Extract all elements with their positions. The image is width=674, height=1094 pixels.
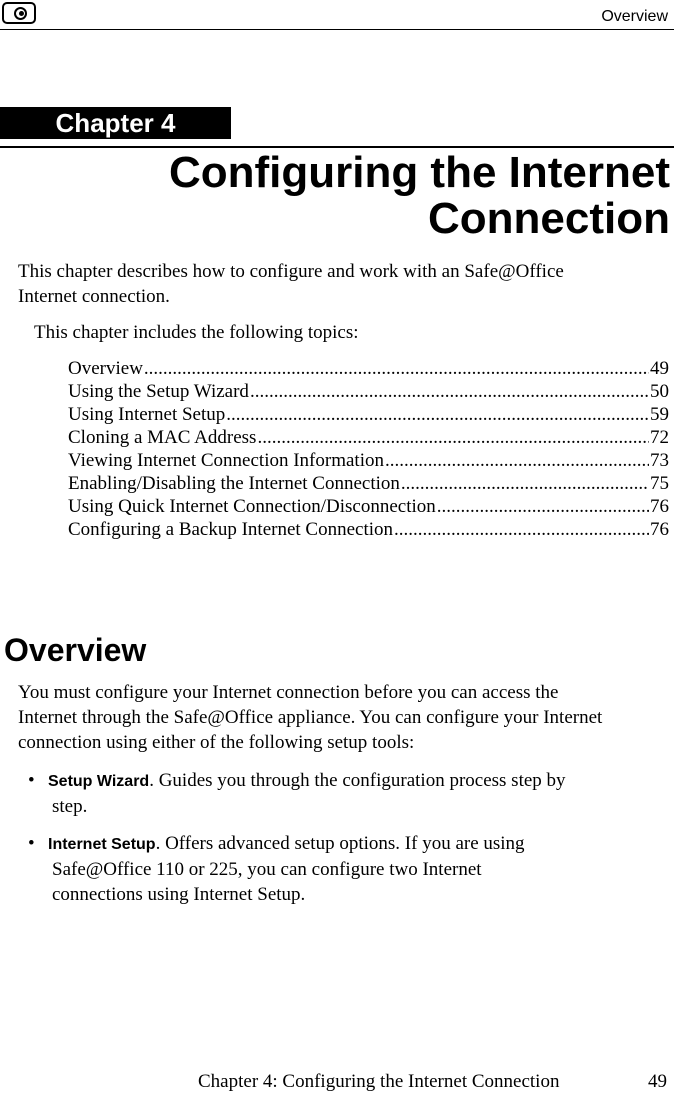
intro-line: This chapter describes how to configure and work with an Safe@Office — [18, 261, 564, 282]
toc-leader — [250, 380, 649, 403]
toc-entry[interactable] — [68, 357, 669, 380]
intro-line: Internet connection. — [18, 286, 170, 307]
safe-office-logo-icon — [2, 2, 36, 24]
toc-entry[interactable] — [68, 380, 669, 403]
toc-entry-title: Cloning a MAC Address — [68, 427, 257, 448]
bullet-term: Internet Setup — [48, 836, 156, 853]
toc-entry-page: 59 — [650, 404, 669, 425]
toc-leader — [394, 518, 649, 541]
intro-paragraph — [18, 259, 658, 309]
bullet-icon: • — [28, 770, 35, 791]
bullet-text: . Guides you through the configuration process step by — [149, 770, 566, 791]
bullet-text: . Offers advanced setup options. If you are using — [155, 833, 525, 854]
page-number: 49 — [648, 1071, 667, 1092]
toc-leader — [144, 357, 649, 380]
running-header-title: Overview — [601, 8, 668, 25]
toc-entry-title: Using the Setup Wizard — [68, 381, 249, 402]
bullet-text: Safe@Office 110 or 225, you can configure two Internet — [52, 859, 482, 880]
toc-entry-page: 76 — [650, 496, 669, 517]
toc-entry-title: Viewing Internet Connection Information — [68, 450, 384, 471]
toc-entry[interactable] — [68, 495, 669, 518]
topics-list — [68, 357, 669, 541]
topics-intro: This chapter includes the following topics: — [34, 322, 359, 343]
bullet-term: Setup Wizard — [48, 773, 150, 790]
bullet-icon: • — [28, 833, 35, 854]
toc-entry[interactable] — [68, 449, 669, 472]
bullet-text: connections using Internet Setup. — [52, 884, 306, 905]
overview-line: You must configure your Internet connection before you can access the — [18, 682, 559, 703]
toc-entry-title: Configuring a Backup Internet Connection — [68, 519, 394, 540]
chapter-label: Chapter 4 — [0, 107, 231, 139]
overview-line: connection using either of the following setup tools: — [18, 732, 415, 753]
toc-entry[interactable] — [68, 472, 669, 495]
toc-entry[interactable] — [68, 518, 669, 541]
header-divider — [0, 29, 674, 30]
toc-entry[interactable] — [68, 403, 669, 426]
bullet-text: step. — [52, 796, 88, 817]
toc-leader — [257, 426, 649, 449]
toc-entry-page: 73 — [650, 450, 669, 471]
toc-entry-title: Using Internet Setup — [68, 404, 226, 425]
toc-leader — [226, 403, 649, 426]
footer-chapter-title: Chapter 4: Configuring the Internet Connection — [198, 1071, 560, 1092]
overview-paragraph — [18, 680, 668, 755]
chapter-title-line: Connection — [428, 194, 670, 243]
toc-entry-page: 50 — [650, 381, 669, 402]
toc-entry-page: 76 — [650, 519, 669, 540]
toc-entry-title: Using Quick Internet Connection/Disconnection — [68, 496, 436, 517]
toc-leader — [385, 449, 649, 472]
section-heading: Overview — [4, 632, 147, 668]
toc-leader — [437, 495, 649, 518]
overview-line: Internet through the Safe@Office appliance. You can configure your Internet — [18, 707, 603, 728]
toc-entry[interactable] — [68, 426, 669, 449]
toc-entry-title: Enabling/Disabling the Internet Connection — [68, 473, 400, 494]
bullet-internet-setup — [28, 831, 648, 907]
toc-entry-page: 72 — [650, 427, 669, 448]
bullet-setup-wizard — [28, 768, 648, 819]
chapter-title — [30, 150, 670, 242]
chapter-title-line: Configuring the Internet — [168, 148, 670, 197]
toc-entry-page: 49 — [650, 358, 669, 379]
toc-entry-page: 75 — [650, 473, 669, 494]
toc-leader — [401, 472, 649, 495]
toc-entry-title: Overview — [68, 358, 143, 379]
